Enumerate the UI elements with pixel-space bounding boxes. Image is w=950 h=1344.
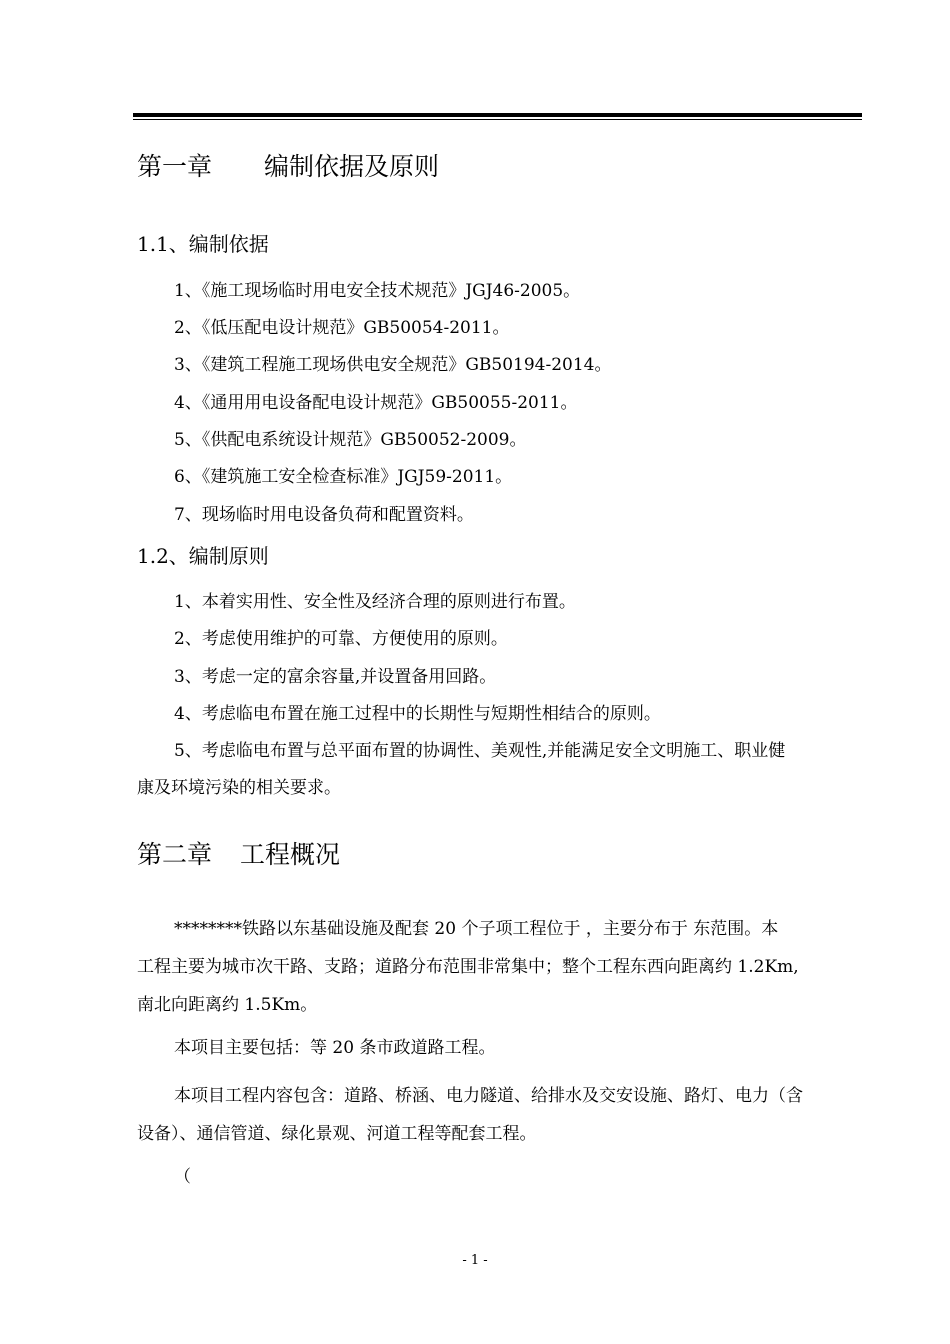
section-1-1-title: 1.1、编制依据 bbox=[137, 232, 269, 256]
overview-p3-line-1: 本项目工程内容包含：道路、桥涵、电力隧道、给排水及交安设施、路灯、电力（含 bbox=[174, 1086, 803, 1106]
overview-p4: （ bbox=[174, 1167, 191, 1187]
basis-item-2: 2、《低压配电设计规范》GB50054-2011。 bbox=[174, 318, 510, 338]
chapter-2-heading bbox=[137, 842, 340, 867]
overview-p2: 本项目主要包括：等 20 条市政道路工程。 bbox=[174, 1038, 496, 1058]
chapter-2-title: 工程概况 bbox=[240, 840, 341, 869]
basis-item-6: 6、《建筑施工安全检查标准》JGJ59-2011。 bbox=[174, 467, 513, 487]
overview-p1-line-3: 南北向距离约 1.5Km。 bbox=[137, 995, 318, 1015]
principle-item-4: 4、考虑临电布置在施工过程中的长期性与短期性相结合的原则。 bbox=[174, 704, 661, 724]
chapter-1-title: 编制依据及原则 bbox=[264, 152, 440, 181]
overview-p1-line-2: 工程主要为城市次干路、支路；道路分布范围非常集中；整个工程东西向距离约 1.2Km, bbox=[137, 957, 799, 977]
principle-item-5-line-1: 5、考虑临电布置与总平面布置的协调性、美观性,并能满足安全文明施工、职业健 bbox=[174, 741, 786, 761]
basis-item-7: 7、现场临时用电设备负荷和配置资料。 bbox=[174, 505, 474, 525]
basis-item-4: 4、《通用用电设备配电设计规范》GB50055-2011。 bbox=[174, 393, 578, 413]
overview-p3-line-2: 设备）、通信管道、绿化景观、河道工程等配套工程。 bbox=[137, 1124, 537, 1144]
chapter-1-heading bbox=[137, 154, 439, 179]
principle-item-1: 1、本着实用性、安全性及经济合理的原则进行布置。 bbox=[174, 592, 576, 612]
principle-item-2: 2、考虑使用维护的可靠、方便使用的原则。 bbox=[174, 629, 508, 649]
basis-item-3: 3、《建筑工程施工现场供电安全规范》GB50194-2014。 bbox=[174, 355, 612, 375]
page-number: - 1 - bbox=[462, 1253, 488, 1268]
header-rule-thin bbox=[133, 119, 862, 120]
principle-item-5-line-2: 康及环境污染的相关要求。 bbox=[137, 778, 341, 798]
section-1-2-title: 1.2、编制原则 bbox=[137, 544, 269, 568]
basis-item-1: 1、《施工现场临时用电安全技术规范》JGJ46-2005。 bbox=[174, 281, 581, 301]
principle-item-3: 3、考虑一定的富余容量,并设置备用回路。 bbox=[174, 667, 497, 687]
basis-item-5: 5、《供配电系统设计规范》GB50052-2009。 bbox=[174, 430, 527, 450]
chapter-1-label: 第一章 bbox=[137, 152, 213, 181]
overview-p1-line-1: ********铁路以东基础设施及配套 20 个子项工程位于 ，主要分布于 东范围。本 bbox=[174, 919, 779, 939]
header-rule-thick bbox=[133, 113, 862, 117]
chapter-2-label: 第二章 bbox=[137, 840, 213, 869]
